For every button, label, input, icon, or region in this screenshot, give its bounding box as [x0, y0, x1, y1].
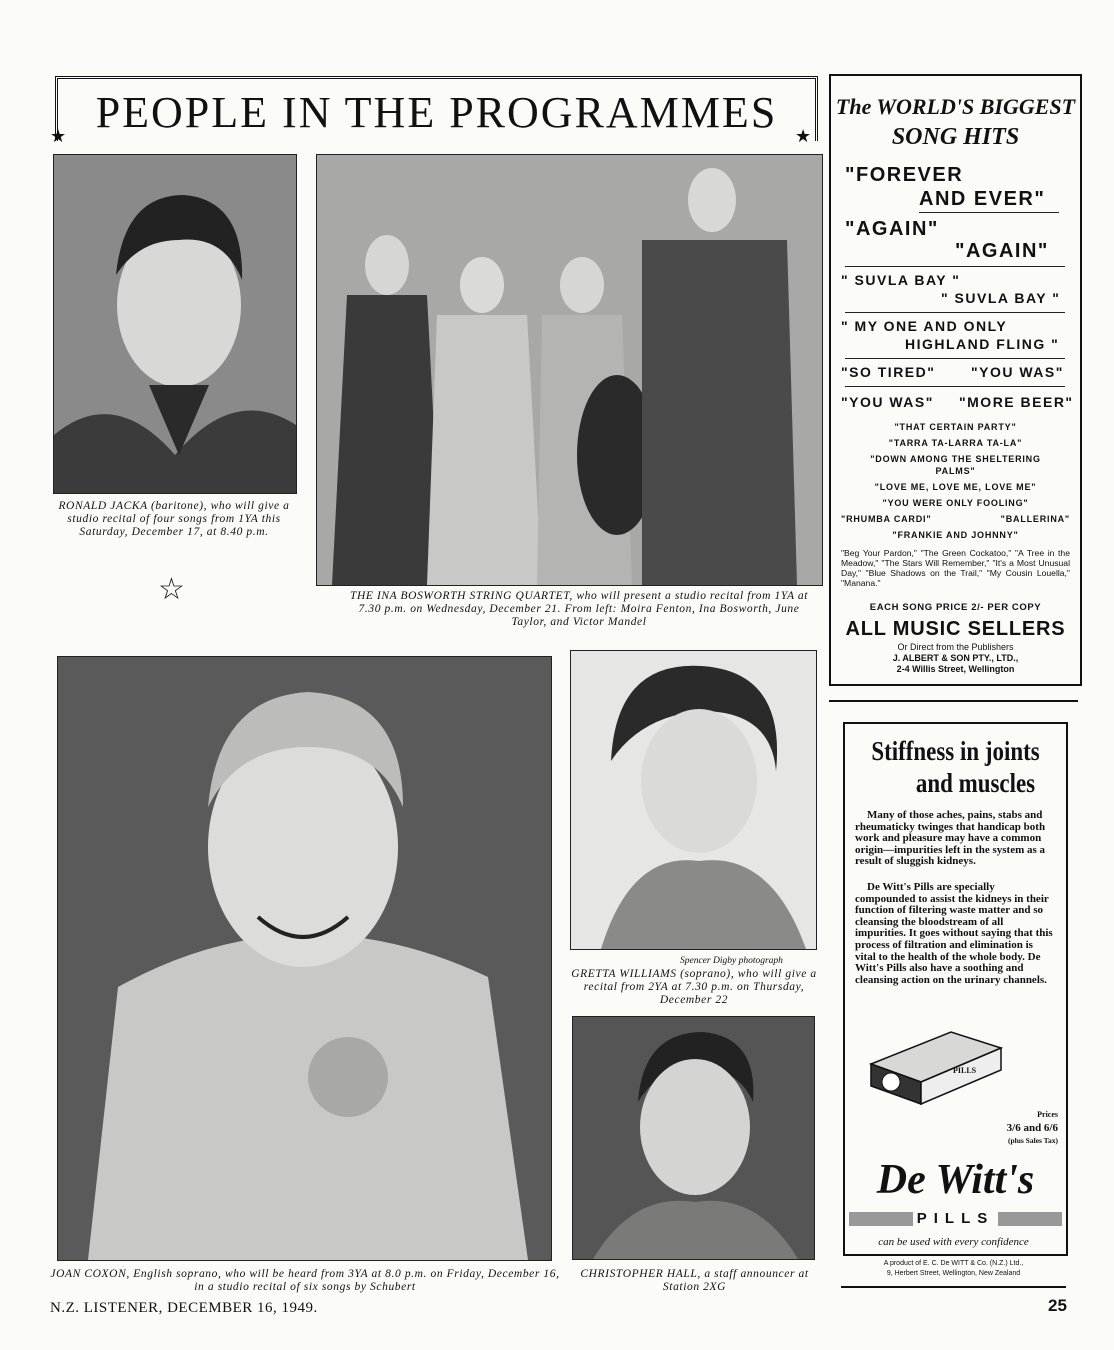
divider — [919, 212, 1059, 213]
price-label: Prices — [1037, 1110, 1058, 1119]
divider — [845, 266, 1065, 267]
hit-title: " MY ONE AND ONLY — [841, 318, 1008, 334]
hit-title: HIGHLAND FLING " — [905, 336, 1060, 352]
hit-title: "YOU WAS" — [971, 364, 1064, 380]
pill-box-label: PILLS — [953, 1066, 977, 1075]
ad-footer: A product of E. C. De WITT & Co. (N.Z.) Ltd., — [883, 1260, 1024, 1267]
brand-sub-label: PILLS — [913, 1210, 999, 1227]
caption-coxon: JOAN COXON, English soprano, who will be heard from 3YA at 8.0 p.m. on Friday, December 16, in a studio recital of six songs by Schubert — [50, 1268, 560, 1293]
hit-title-small: "DOWN AMONG THE SHELTERING — [870, 454, 1041, 464]
hit-title: AND EVER" — [919, 188, 1046, 210]
hit-title-small: "FRANKIE AND JOHNNY" — [892, 530, 1019, 540]
page-title: PEOPLE IN THE PROGRAMMES — [95, 88, 778, 137]
ad-headline: The WORLD'S BIGGEST — [835, 94, 1076, 119]
page-number: 25 — [1048, 1296, 1067, 1315]
photo-gretta-williams — [570, 650, 817, 950]
photo-credit: Spencer Digby photograph — [680, 956, 783, 966]
hit-title-small: "THAT CERTAIN PARTY" — [894, 422, 1017, 432]
divider — [845, 358, 1065, 359]
hit-title: "AGAIN" — [845, 218, 939, 240]
more-titles: "Beg Your Pardon," "The Green Cockatoo," "A Tree in the Meadow," "The Stars Will Remember," "It's a Most Unusual Day," "Blue Shadows on the Trail," "My Cousin Louella," "Manana." — [841, 548, 1070, 588]
hit-title: "YOU WAS" — [841, 394, 934, 410]
divider — [841, 1286, 1066, 1288]
tax-note: (plus Sales Tax) — [1007, 1136, 1058, 1145]
divider — [845, 312, 1065, 313]
ad-headline: and muscles — [915, 768, 1036, 798]
caption-jacka: RONALD JACKA (baritone), who will give a studio recital of four songs from 1YA this Saturday, December 17, at 8.40 p.m. — [58, 500, 290, 538]
ad-headline: SONG HITS — [891, 124, 1020, 150]
hit-title-small: "LOVE ME, LOVE ME, LOVE ME" — [874, 482, 1037, 492]
publisher-line: J. ALBERT & SON PTY., LTD., — [892, 653, 1019, 663]
ad-body: Many of those aches, pains, stabs and rheumaticky twinges that handicap both work and pleasure may have a common origin—impurities left in the system as a result of sluggish kidneys. — [855, 809, 1046, 868]
ad-headline: Stiffness in joints — [871, 736, 1040, 766]
publisher-line: 2-4 Willis Street, Wellington — [896, 664, 1015, 674]
hit-title-small: "RHUMBA CARDI" — [841, 514, 932, 524]
photo-christopher-hall — [572, 1016, 815, 1260]
song-hits-ad — [829, 74, 1082, 686]
ad-body: De Witt's Pills are specially compounded to assist the kidneys in their function of filtering waste matter and so cleansing the bloodstream of all impurities. It goes without saying that this process of filtration and elimination is vital to the health of the whole body. De Witt's Pills also have a soothing and cleansing action on the urinary channels. — [855, 881, 1053, 986]
dewitt-pills-ad — [829, 700, 1078, 1298]
star-icon: ★ — [50, 126, 67, 146]
hit-title: "AGAIN" — [955, 240, 1049, 262]
hit-title: " SUVLA BAY " — [941, 290, 1061, 306]
hit-title-small: "BALLERINA" — [1000, 514, 1070, 524]
caption-williams: GRETTA WILLIAMS (soprano), who will give a recital from 2YA at 7.30 p.m. on Thursday, December 22 — [571, 968, 817, 1006]
hit-title: "SO TIRED" — [841, 364, 936, 380]
star-icon: ★ — [795, 126, 812, 146]
photo-string-quartet — [316, 154, 823, 586]
pill-box-illustration — [861, 1024, 1011, 1108]
ad-frame — [843, 722, 1068, 1256]
ad-footer: 9, Herbert Street, Wellington, New Zealand — [886, 1270, 1021, 1277]
hit-title-small: "TARRA TA-LARRA TA-LA" — [888, 438, 1023, 448]
hit-title: "FOREVER — [845, 164, 964, 186]
sellers-line: ALL MUSIC SELLERS — [845, 618, 1066, 640]
star-outline-icon: ☆ — [158, 573, 185, 606]
hit-title-small: "YOU WERE ONLY FOOLING" — [882, 498, 1029, 508]
publisher-line: Or Direct from the Publishers — [897, 642, 1014, 652]
brand-sub — [845, 1210, 1066, 1227]
divider — [845, 386, 1065, 387]
masthead: N.Z. LISTENER, DECEMBER 16, 1949. — [50, 1300, 318, 1316]
hit-title-small: PALMS" — [935, 466, 976, 476]
photo-joan-coxon — [57, 656, 552, 1261]
hit-title: " SUVLA BAY " — [841, 272, 961, 288]
page-header — [55, 76, 818, 141]
prices: 3/6 and 6/6 — [1006, 1122, 1058, 1134]
brand-logo: De Witt's — [876, 1157, 1035, 1203]
price-line: EACH SONG PRICE 2/- PER COPY — [869, 602, 1042, 613]
photo-ronald-jacka — [53, 154, 297, 494]
caption-hall: CHRISTOPHER HALL, a staff announcer at Station 2XG — [580, 1268, 809, 1293]
caption-quartet: THE INA BOSWORTH STRING QUARTET, who will present a studio recital from 1YA at 7.30 p.m. on Wednesday, December 21. From left: Moira Fenton, Ina Bosworth, June Taylor, and Victor Mandel — [349, 590, 809, 628]
tagline: can be used with every confidence — [878, 1236, 1029, 1248]
hit-title: "MORE BEER" — [959, 394, 1074, 410]
